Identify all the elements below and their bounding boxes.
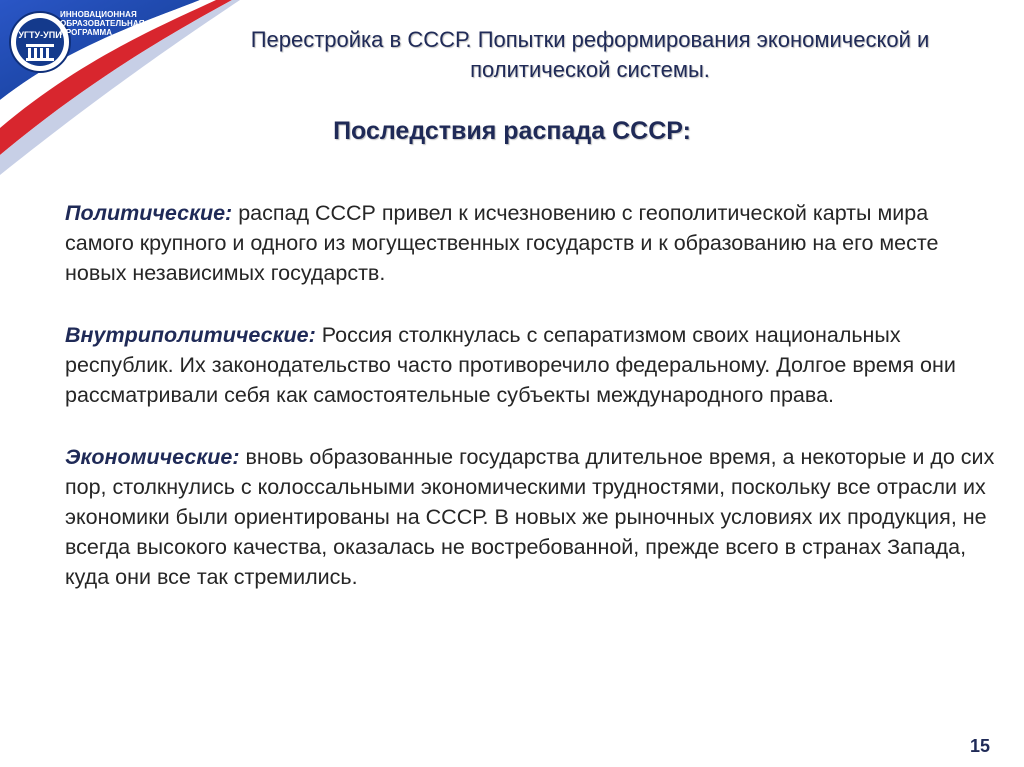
slide-header-title [150,25,1024,85]
page-number: 15 [970,736,991,756]
section-text: распад СССР привел к исчезновению с геополитической карты мира самого крупного и одного из могущественных государств и к образованию на его месте новых независимых государств. [65,201,939,285]
program-name-line1: ИННОВАЦИОННАЯ [60,10,137,19]
section-term: Политические: [65,201,233,225]
section-text: Россия столкнулась с сепаратизмом своих национальных республик. Их законодательство часто противоречило федеральному. Долгое время они рассматривали себя как самостоятельные субъекты международного права. [65,323,956,407]
program-name [60,10,150,37]
section-economic [65,442,995,592]
section-internal-political [65,320,995,410]
program-name-line3: ПРОГРАММА [60,28,113,37]
emblem-text: УГТУ-УПИ [18,30,62,40]
slide-content [65,198,995,624]
header-title-line1: Перестройка в СССР. Попытки реформирования экономической и [250,27,930,52]
header-title-line2: политической системы. [470,57,710,82]
program-name-line2: ОБРАЗОВАТЕЛЬНАЯ [60,19,145,28]
slide-subtitle: Последствия распада СССР: [333,117,691,145]
section-text: вновь образованные государства длительное время, а некоторые и до сих пор, столкнулись с колоссальными экономическими трудностями, поскольку все отрасли их экономики были ориентированы на СССР. В новых же рыночных условиях их продукция, не всегда высокого качества, оказалась не востребованной, прежде всего в странах Запада, куда они все так стремились. [65,445,995,589]
section-term: Экономические: [65,445,240,469]
section-term: Внутриполитические: [65,323,316,347]
section-political [65,198,995,288]
